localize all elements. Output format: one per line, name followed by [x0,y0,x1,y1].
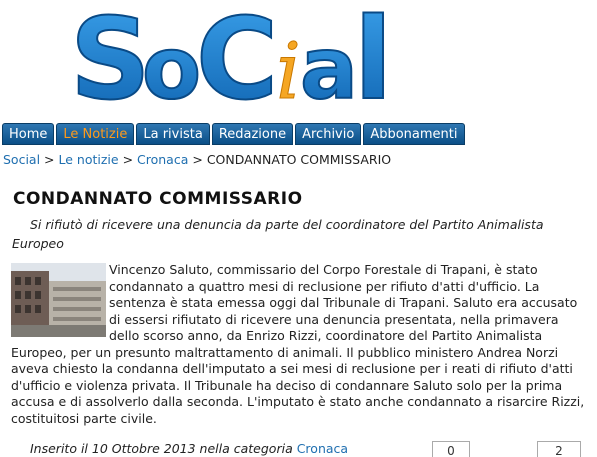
article-title: CONDANNATO COMMISSARIO [13,189,303,209]
article-meta-prefix: Inserito il 10 Ottobre 2013 nella categoria [30,441,297,456]
main-nav [2,123,465,145]
nav-archivio[interactable]: Archivio [295,123,361,145]
breadcrumb-separator: > [122,152,138,167]
article-meta [30,441,348,456]
breadcrumb-social[interactable]: Social [3,152,41,167]
nav-abbonamenti[interactable]: Abbonamenti [363,123,464,145]
breadcrumb-separator: > [44,152,59,167]
breadcrumb-current: CONDANNATO COMMISSARIO [206,152,392,167]
nav-redazione[interactable]: Redazione [212,123,293,145]
nav-le-notizie[interactable]: Le Notizie [56,123,134,145]
top-decoration [573,0,597,8]
svg-text:C: C [196,0,279,112]
share-counter-2[interactable]: 2 [537,441,581,457]
svg-text:o: o [142,19,202,112]
logo-graphic [68,0,398,112]
article-category-link[interactable]: Cronaca [296,441,349,456]
svg-text:i: i [276,27,301,112]
article-subtitle: Si rifiutò di ricevere una denuncia da parte del coordinatore del Partito Animalista Europeo [12,217,544,251]
nav-la-rivista[interactable]: La rivista [136,123,209,145]
breadcrumb-cronaca[interactable]: Cronaca [137,152,189,167]
share-counter-1[interactable]: 0 [432,441,470,457]
breadcrumb [3,152,391,167]
breadcrumb-separator: > [192,152,207,167]
breadcrumb-le-notizie[interactable]: Le notizie [58,152,119,167]
site-logo[interactable] [68,0,398,112]
article-body-text: Vincenzo Saluto, commissario del Corpo Forestale di Trapani, è stato condannato a quattro mesi di reclusione per rifiuto d'atti d'ufficio. La sentenza è stata emessa oggi dal Tribunale di Trapani. Saluto era accusato di essersi rifiutato di ricevere una denuncia presentata, nella primavera dello scorso anno, da Enrizo Rizzi, coordinatore del Partito Animalista Europeo, per un presunto maltrattamento di animali. Il pubblico ministero Andrea Norzi aveva chiesto la condanna dell'imputato a sei mesi di reclusione per i reati di rifiuto d'atti d'ufficio e violenza privata. Il Tribunale ha deciso di condannare Saluto solo per la prima accusa e di assolverlo dalla seconda. L'imputato è stato anche condannato a risarcire Rizzi, costituitosi parte civile. [11,262,585,426]
svg-text:a: a [300,19,359,112]
nav-home[interactable]: Home [2,123,54,145]
svg-text:S: S [70,0,151,112]
thumbnail-spacer [11,262,109,342]
article-body [11,262,588,427]
svg-text:l: l [354,0,393,112]
